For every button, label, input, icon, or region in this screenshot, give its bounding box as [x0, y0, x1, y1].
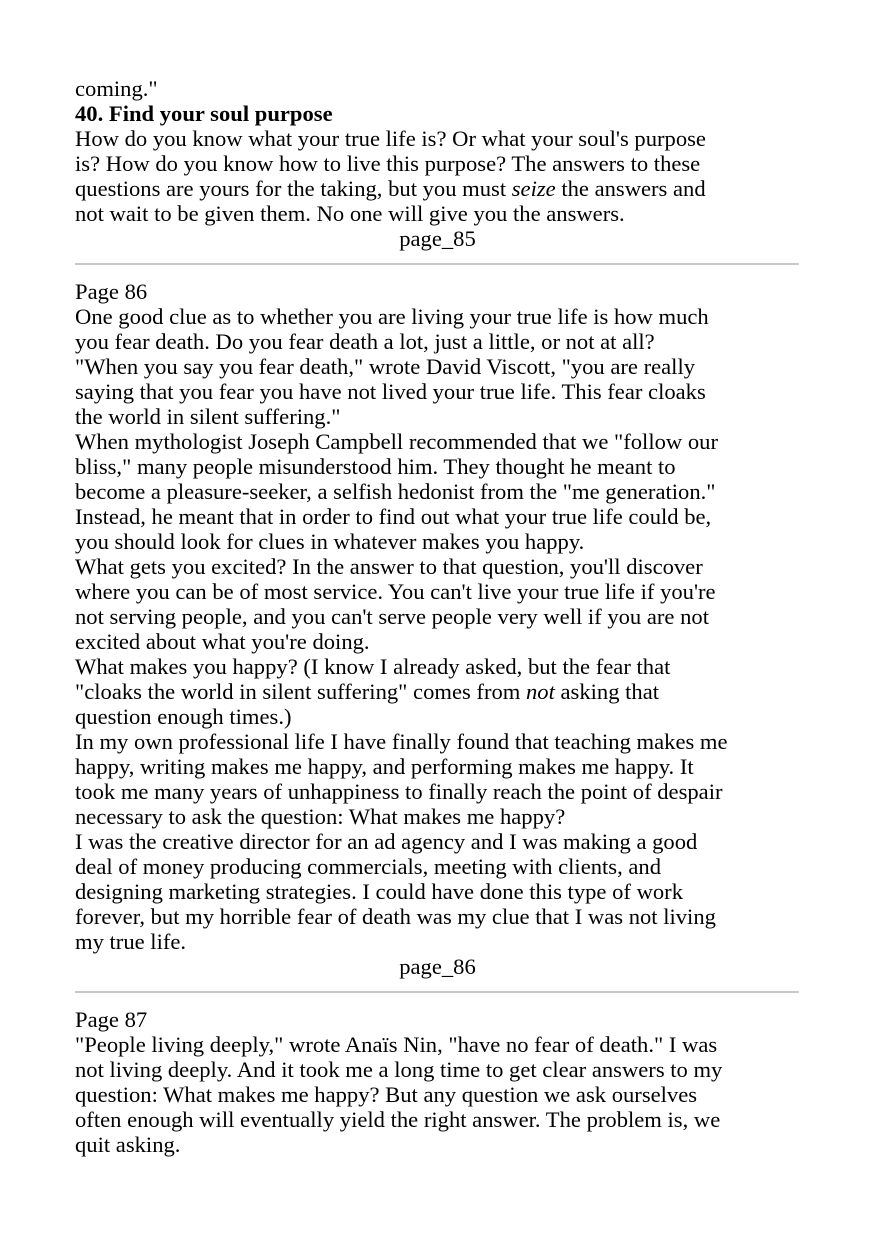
text-line: saying that you fear you have not lived your true life. This fear cloaks [75, 379, 706, 404]
text-line: deal of money producing commercials, meeting with clients, and [75, 854, 662, 879]
text-line: What makes you happy? (I know I already asked, but the fear that [75, 654, 671, 679]
text-line: took me many years of unhappiness to finally reach the point of despair [75, 779, 723, 804]
text-line: quit asking. [75, 1132, 181, 1157]
document-page [75, 76, 800, 1157]
text-line-with-emphasis [75, 176, 800, 201]
text-line: you fear death. Do you fear death a lot, just a little, or not at all? [75, 329, 655, 354]
text-line: not wait to be given them. No one will give you the answers. [75, 201, 625, 226]
page-header-label: Page 86 [75, 279, 148, 304]
text-line: is? How do you know how to live this purpose? The answers to these [75, 151, 701, 176]
text-line: "When you say you fear death," wrote David Viscott, "you are really [75, 354, 696, 379]
text-line: not serving people, and you can't serve people very well if you are not [75, 604, 709, 629]
page-divider [75, 263, 799, 265]
text-line: I was the creative director for an ad agency and I was making a good [75, 829, 698, 854]
text-line: excited about what you're doing. [75, 629, 370, 654]
page-85-section [75, 76, 800, 251]
emphasis-text: seize [511, 176, 556, 201]
text-line: What gets you excited? In the answer to that question, you'll discover [75, 554, 703, 579]
page-86-section [75, 279, 800, 979]
text-line: question: What makes me happy? But any question we ask ourselves [75, 1082, 698, 1107]
text-fragment: questions are yours for the taking, but you must [75, 176, 512, 201]
text-line: my true life. [75, 929, 187, 954]
text-line: happy, writing makes me happy, and performing makes me happy. It [75, 754, 694, 779]
page-header-label: Page 87 [75, 1007, 148, 1032]
text-line: you should look for clues in whatever makes you happy. [75, 529, 585, 554]
section-heading: 40. Find your soul purpose [75, 101, 333, 126]
text-line: "People living deeply," wrote Anaïs Nin, "have no fear of death." I was [75, 1032, 718, 1057]
text-fragment: asking that [554, 679, 660, 704]
text-line: where you can be of most service. You can't live your true life if you're [75, 579, 716, 604]
text-line: coming." [75, 76, 158, 101]
text-line: often enough will eventually yield the right answer. The problem is, we [75, 1107, 721, 1132]
text-line: One good clue as to whether you are living your true life is how much [75, 304, 709, 329]
text-line: not living deeply. And it took me a long time to get clear answers to my [75, 1057, 723, 1082]
text-line: In my own professional life I have finally found that teaching makes me [75, 729, 728, 754]
text-line: designing marketing strategies. I could have done this type of work [75, 879, 684, 904]
text-line: When mythologist Joseph Campbell recommended that we "follow our [75, 429, 718, 454]
page-87-section [75, 1007, 800, 1157]
emphasis-text: not [525, 679, 555, 704]
text-line-with-emphasis [75, 679, 800, 704]
text-fragment: the answers and [555, 176, 706, 201]
text-line: the world in silent suffering." [75, 404, 341, 429]
text-line: forever, but my horrible fear of death was my clue that I was not living [75, 904, 716, 929]
text-line: question enough times.) [75, 704, 292, 729]
text-fragment: "cloaks the world in silent suffering" comes from [75, 679, 526, 704]
text-line: Instead, he meant that in order to find out what your true life could be, [75, 504, 712, 529]
text-line: bliss," many people misunderstood him. They thought he meant to [75, 454, 676, 479]
text-line: necessary to ask the question: What makes me happy? [75, 804, 566, 829]
page-footer-label: page_85 [399, 226, 476, 251]
page-divider [75, 991, 799, 993]
text-line: How do you know what your true life is? Or what your soul's purpose [75, 126, 706, 151]
page-footer-label: page_86 [399, 954, 476, 979]
text-line: become a pleasure-seeker, a selfish hedonist from the "me generation." [75, 479, 716, 504]
